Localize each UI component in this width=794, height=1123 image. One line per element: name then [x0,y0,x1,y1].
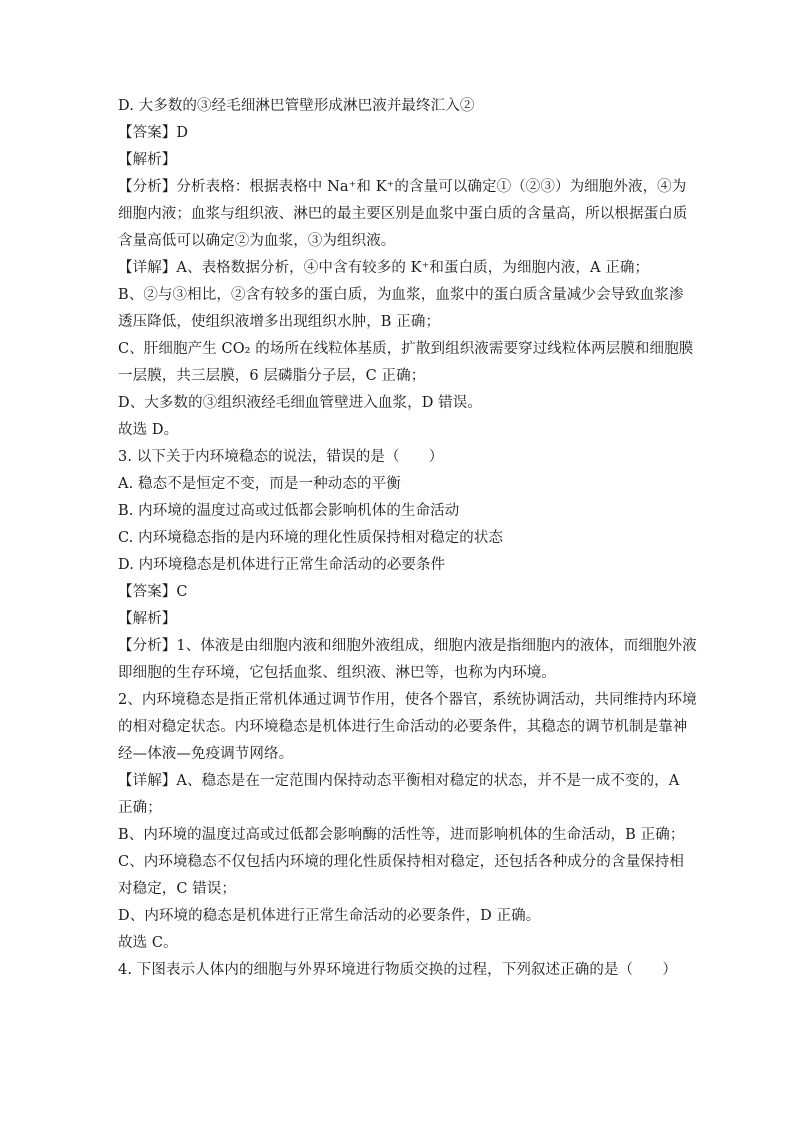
question-4: 4. 下图表示人体内的细胞与外界环境进行物质交换的过程，下列叙述正确的是（ ） [118,962,677,978]
text-line: 一层膜，共三层膜，6 层磷脂分子层，C 正确； [118,368,426,384]
text-line: D. 大多数的③经毛细淋巴管壁形成淋巴液并最终汇入② [118,98,475,114]
text-line: B、内环境的温度过高或过低都会影响酶的活性等，进而影响机体的生命活动，B 正确； [118,827,685,843]
option-c: C. 内环境稳态指的是内环境的理化性质保持相对稳定的状态 [118,530,504,546]
text-line: 含量高低可以确定②为血浆，③为组织液。 [118,233,396,249]
text-line: 透压降低，使组织液增多出现组织水肿，B 正确； [118,314,441,330]
text-line: 故选 C。 [118,935,178,951]
text-line: 【分析】1、体液是由细胞内液和细胞外液组成，细胞内液是指细胞内的液体，而细胞外液 [118,638,697,654]
text-line: B、②与③相比，②含有较多的蛋白质，为血浆，血浆中的蛋白质含量减少会导致血浆渗 [118,287,684,303]
text-line: 故选 D。 [118,422,179,438]
question-3: 3. 以下关于内环境稳态的说法，错误的是（ ） [118,449,444,465]
analysis-label: 【解析】 [118,152,177,168]
analysis-label: 【解析】 [118,611,177,627]
text-line: 【分析】分析表格：根据表格中 Na⁺和 K⁺的含量可以确定①（②③）为细胞外液，④为 [118,179,687,195]
option-d: D. 内环境稳态是机体进行正常生命活动的必要条件 [118,557,446,573]
text-line: 正确； [118,800,162,816]
option-a: A. 稳态不是恒定不变，而是一种动态的平衡 [118,476,401,492]
text-line: 的相对稳定状态。内环境稳态是机体进行生命活动的必要条件，其稳态的调节机制是靠神 [118,719,688,735]
text-line: 【详解】A、表格数据分析，④中含有较多的 K⁺和蛋白质，为细胞内液，A 正确； [118,260,650,276]
text-line: 2、内环境稳态是指正常机体通过调节作用，使各个器官，系统协调活动，共同维持内环境 [118,692,697,708]
text-line: 【详解】A、稳态是在一定范围内保持动态平衡相对稳定的状态，并不是一成不变的，A [118,773,680,789]
text-line: 经—体液—免疫调节网络。 [118,746,294,762]
text-line: D、大多数的③组织液经毛细血管壁进入血浆，D 错误。 [118,395,482,411]
text-line: 即细胞的生存环境，它包括血浆、组织液、淋巴等，也称为内环境。 [118,665,556,681]
text-line: 细胞内液；血浆与组织液、淋巴的最主要区别是血浆中蛋白质的含量高，所以根据蛋白质 [118,206,688,222]
text-line: C、肝细胞产生 CO₂ 的场所在线粒体基质，扩散到组织液需要穿过线粒体两层膜和细胞膜 [118,341,694,357]
text-line: D、内环境的稳态是机体进行正常生命活动的必要条件，D 正确。 [118,908,541,924]
text-line: C、内环境稳态不仅包括内环境的理化性质保持相对稳定，还包括各种成分的含量保持相 [118,854,684,870]
text-line: 对稳定，C 错误； [118,881,237,897]
option-b: B. 内环境的温度过高或过低都会影响机体的生命活动 [118,503,460,519]
answer-label: 【答案】D [118,125,189,141]
answer-label: 【答案】C [118,584,188,600]
